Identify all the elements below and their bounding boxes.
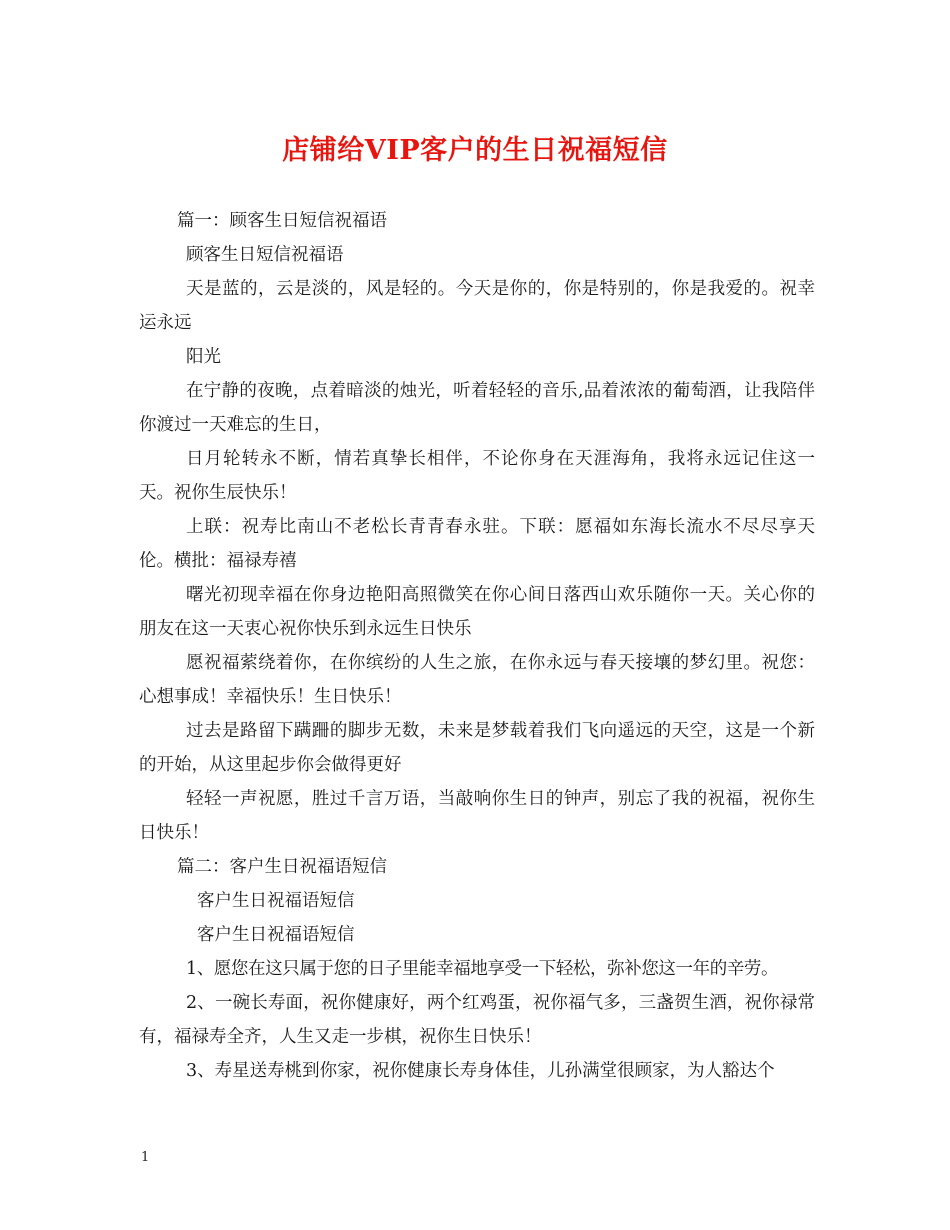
list-item: 3、寿星送寿桃到你家，祝你健康长寿身体佳，儿孙满堂很顾家，为人豁达个 xyxy=(186,1061,775,1081)
document-title: 店铺给VIP客户的生日祝福短信 xyxy=(282,135,668,166)
paragraph: 客户生日祝福语短信 xyxy=(197,925,355,945)
paragraph: 日月轮转永不断，情若真挚长相伴，不论你身在天涯海角，我将永远记住这一天。祝你生辰快乐！ xyxy=(139,449,815,503)
document-body xyxy=(139,204,815,1088)
paragraph: 曙光初现幸福在你身边艳阳高照微笑在你心间日落西山欢乐随你一天。关心你的朋友在这一天衷心祝你快乐到永远生日快乐 xyxy=(139,585,815,639)
paragraph: 阳光 xyxy=(186,347,221,367)
list-item: 2、一碗长寿面，祝你健康好，两个红鸡蛋，祝你福气多，三盏贺生酒，祝你禄常有，福禄寿全齐，人生又走一步棋，祝你生日快乐！ xyxy=(139,993,815,1047)
paragraph: 顾客生日短信祝福语 xyxy=(186,245,344,265)
list-item: 1、愿您在这只属于您的日子里能幸福地享受一下轻松，弥补您这一年的辛劳。 xyxy=(186,959,779,979)
paragraph: 客户生日祝福语短信 xyxy=(197,891,355,911)
paragraph: 轻轻一声祝愿，胜过千言万语，当敲响你生日的钟声，别忘了我的祝福，祝你生日快乐！ xyxy=(139,789,815,843)
paragraph: 愿祝福萦绕着你，在你缤纷的人生之旅，在你永远与春天接壤的梦幻里。祝您：心想事成！幸福快乐！生日快乐！ xyxy=(139,653,815,707)
paragraph: 在宁静的夜晚，点着暗淡的烛光，听着轻轻的音乐,品着浓浓的葡萄酒，让我陪伴你渡过一天难忘的生日， xyxy=(139,381,815,435)
page-number: 1 xyxy=(141,1150,150,1165)
section-heading-1: 篇一：顾客生日短信祝福语 xyxy=(177,211,387,231)
section-heading-2: 篇二：客户生日祝福语短信 xyxy=(177,857,387,877)
paragraph: 上联：祝寿比南山不老松长青青春永驻。下联：愿福如东海长流水不尽尽享天伦。横批：福禄寿禧 xyxy=(139,517,815,571)
paragraph: 天是蓝的，云是淡的，风是轻的。今天是你的，你是特别的，你是我爱的。祝幸运永远 xyxy=(139,279,815,333)
paragraph: 过去是路留下蹒跚的脚步无数，未来是梦载着我们飞向遥远的天空，这是一个新的开始，从这里起步你会做得更好 xyxy=(139,721,815,775)
